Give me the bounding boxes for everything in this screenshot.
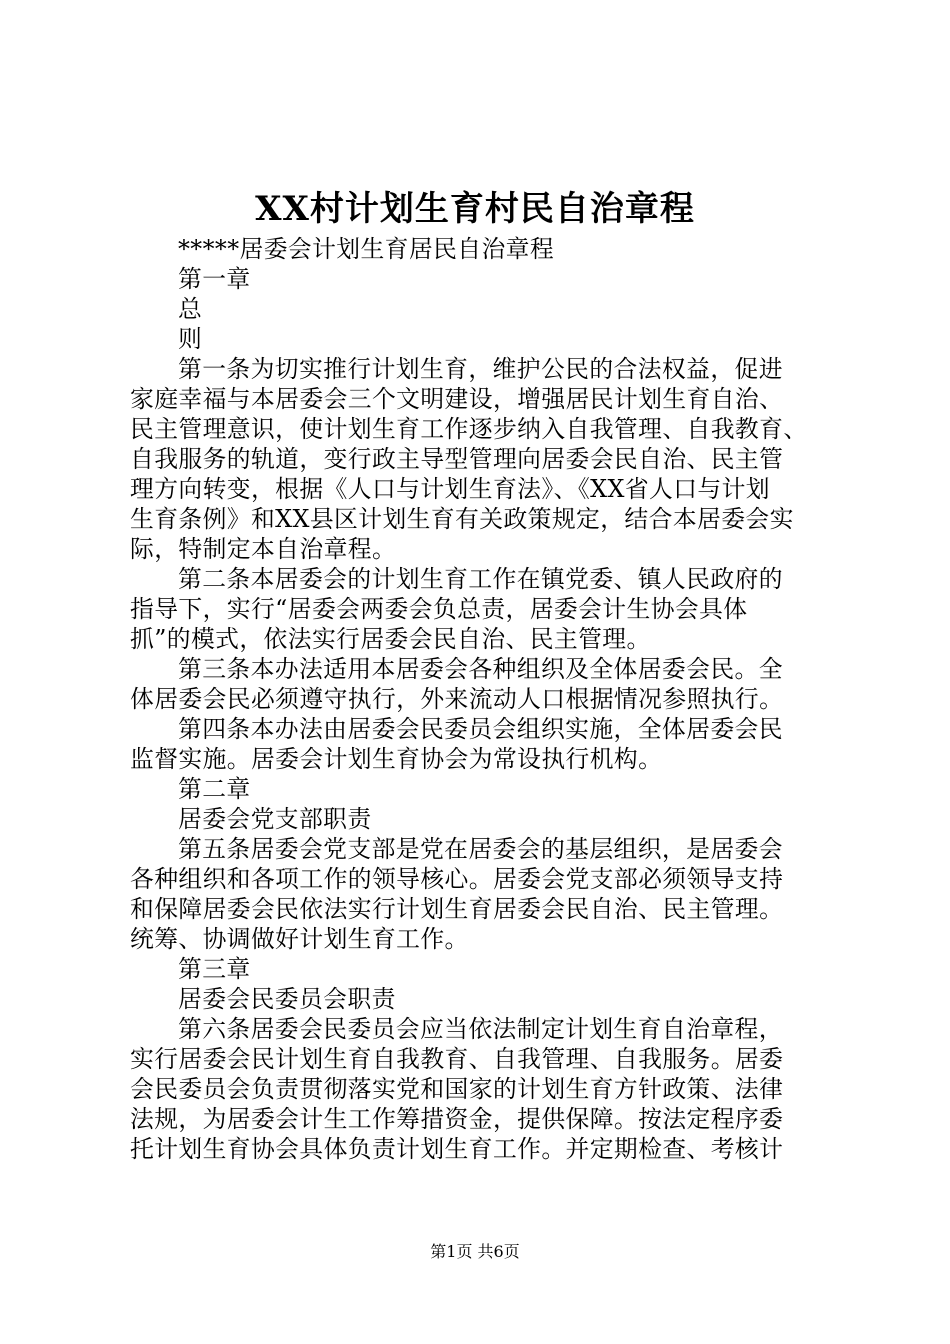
- text-line: 第三条本办法适用本居委会各种组织及全体居委会民。全: [178, 655, 783, 683]
- text-line: 第一章: [178, 265, 251, 293]
- text-line: 抓”的模式，依法实行居委会民自治、民主管理。: [130, 625, 651, 653]
- page-footer: 第1页 共6页: [430, 1242, 520, 1261]
- text-line: 第二条本居委会的计划生育工作在镇党委、镇人民政府的: [178, 565, 783, 593]
- text-line: 居委会民委员会职责: [178, 985, 396, 1013]
- text-line: 法规，为居委会计生工作筹措资金，提供保障。按法定程序委: [130, 1105, 784, 1133]
- text-line: 会民委员会负责贯彻落实党和国家的计划生育方针政策、法律: [130, 1075, 784, 1103]
- text-line: 体居委会民必须遵守执行，外来流动人口根据情况参照执行。: [130, 685, 784, 713]
- text-line: 第六条居委会民委员会应当依法制定计划生育自治章程，: [178, 1015, 783, 1043]
- text-line: 家庭幸福与本居委会三个文明建设，增强居民计划生育自治、: [130, 385, 784, 413]
- text-line: 第五条居委会党支部是党在居委会的基层组织，是居委会: [178, 835, 783, 863]
- text-line: 际，特制定本自治章程。: [130, 535, 397, 563]
- text-line: 居委会党支部职责: [178, 805, 372, 833]
- text-line: 托计划生育协会具体负责计划生育工作。并定期检查、考核计: [130, 1135, 784, 1163]
- text-line: 监督实施。居委会计划生育协会为常设执行机构。: [130, 745, 663, 773]
- document-title: XX村计划生育村民自治章程: [255, 189, 695, 229]
- text-line: 第一条为切实推行计划生育，维护公民的合法权益，促进: [178, 355, 783, 383]
- text-line: 和保障居委会民依法实行计划生育居委会民自治、民主管理。: [130, 895, 784, 923]
- document-body: [130, 234, 835, 1164]
- text-line: 则: [178, 325, 203, 353]
- text-line: *****居委会计划生育居民自治章程: [178, 235, 555, 263]
- text-line: 第四条本办法由居委会民委员会组织实施，全体居委会民: [178, 715, 783, 743]
- text-line: 指导下，实行“居委会两委会负总责，居委会计生协会具体: [130, 595, 748, 623]
- text-line: 第三章: [178, 955, 251, 983]
- text-line: 统筹、协调做好计划生育工作。: [130, 925, 469, 953]
- text-line: 第二章: [178, 775, 251, 803]
- text-line: 总: [178, 295, 203, 323]
- text-line: 理方向转变，根据《人口与计划生育法》、《XX省人口与计划: [130, 475, 770, 503]
- text-line: 民主管理意识，使计划生育工作逐步纳入自我管理、自我教育、: [130, 415, 808, 443]
- text-line: 生育条例》和XX县区计划生育有关政策规定，结合本居委会实: [130, 505, 794, 533]
- text-line: 实行居委会民计划生育自我教育、自我管理、自我服务。居委: [130, 1045, 784, 1073]
- text-line: 各种组织和各项工作的领导核心。居委会党支部必须领导支持: [130, 865, 784, 893]
- text-line: 自我服务的轨道，变行政主导型管理向居委会民自治、民主管: [130, 445, 784, 473]
